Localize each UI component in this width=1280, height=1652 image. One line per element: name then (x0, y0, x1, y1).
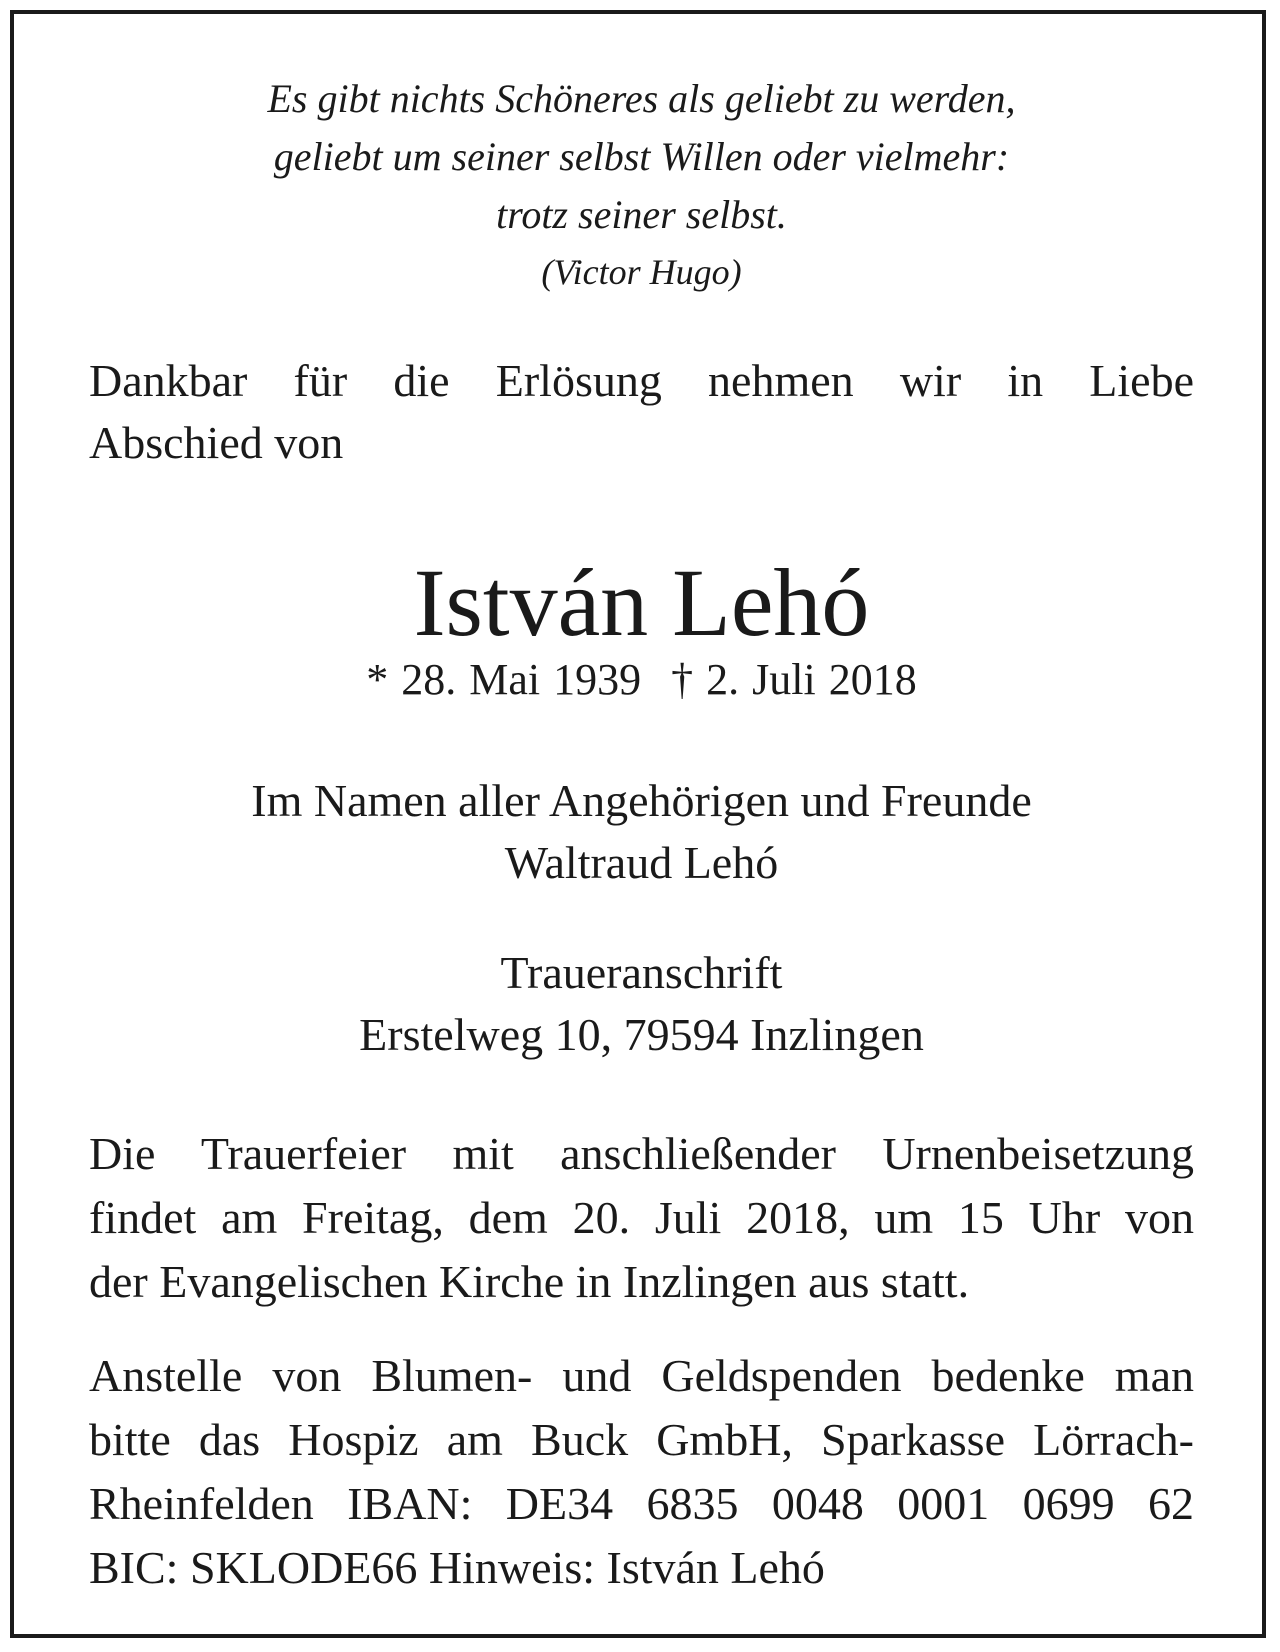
address-label: Traueranschrift (500, 947, 783, 998)
quote-block (89, 70, 1194, 298)
donation-line-3: Rheinfelden IBAN: DE34 6835 0048 0001 0699 62 (89, 1478, 1194, 1529)
death-date: † 2. Juli 2018 (671, 655, 917, 704)
ceremony-line-3: der Evangelischen Kirche in Inzlingen aus statt. (89, 1256, 970, 1307)
deceased-name: István Lehó (413, 549, 870, 656)
family-line: Im Namen aller Angehörigen und Freunde (251, 775, 1032, 826)
ceremony-text (89, 1122, 1194, 1314)
signatory-name: Waltraud Lehó (504, 837, 779, 888)
donation-line-4: BIC: SKLODE66 Hinweis: István Lehó (89, 1542, 825, 1593)
quote-line-2: geliebt um seiner selbst Willen oder vielmehr: (273, 134, 1010, 179)
donation-line-1: Anstelle von Blumen- und Geldspenden bedenke man (89, 1350, 1194, 1401)
intro-text (89, 350, 1194, 474)
quote-attribution: (Victor Hugo) (541, 252, 742, 292)
family-block (89, 770, 1194, 894)
intro-line-2: Abschied von (89, 417, 344, 468)
mourning-address-block (89, 942, 1194, 1066)
ceremony-line-1: Die Trauerfeier mit anschließender Urnenbeisetzung (89, 1128, 1194, 1179)
quote-line-1: Es gibt nichts Schöneres als geliebt zu werden, (267, 76, 1016, 121)
donation-line-2: bitte das Hospiz am Buck GmbH, Sparkasse Lörrach- (89, 1414, 1194, 1465)
ceremony-line-2: findet am Freitag, dem 20. Juli 2018, um 15 Uhr von (89, 1192, 1194, 1243)
intro-line-1: Dankbar für die Erlösung nehmen wir in Liebe (89, 355, 1194, 406)
life-dates (89, 654, 1194, 706)
birth-date: * 28. Mai 1939 (366, 655, 642, 704)
donation-text (89, 1344, 1194, 1600)
address-value: Erstelweg 10, 79594 Inzlingen (359, 1009, 924, 1060)
quote-line-3: trotz seiner selbst. (496, 192, 787, 237)
